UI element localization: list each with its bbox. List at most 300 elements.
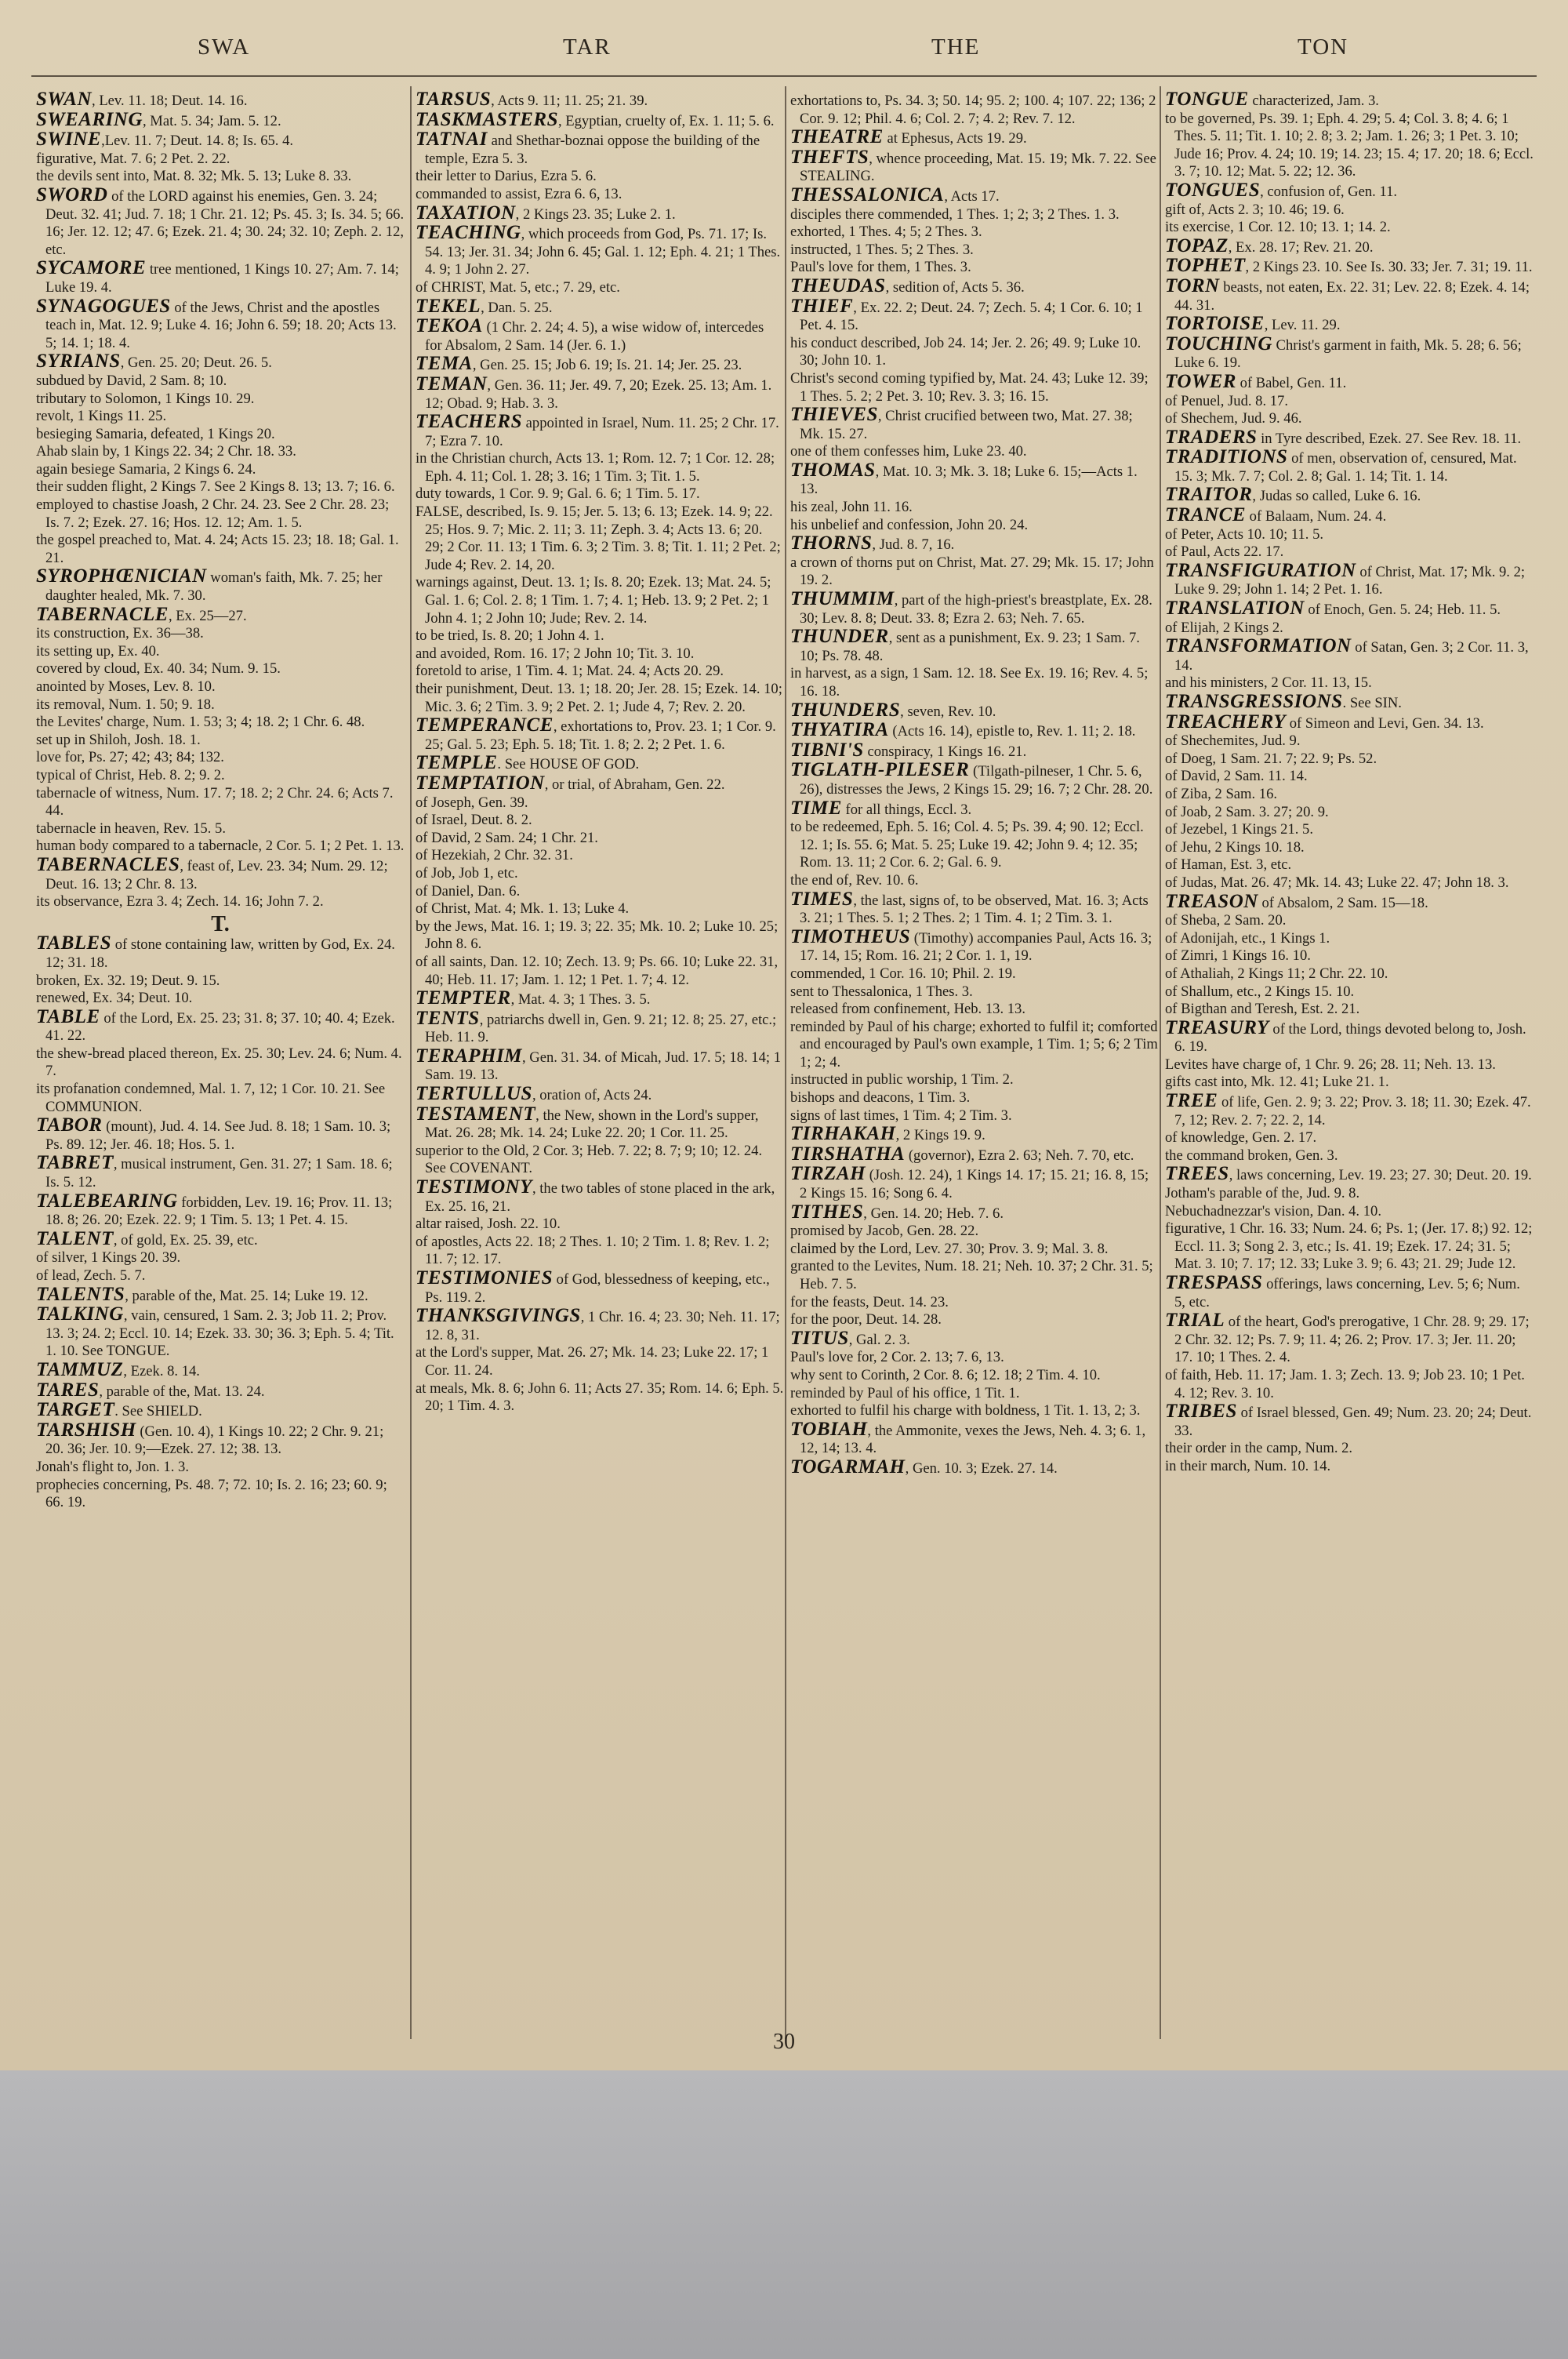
entry-headword: TIRHAKAH <box>790 1123 896 1145</box>
entry-subline: revolt, 1 Kings 11. 25. <box>36 408 167 425</box>
entry-subline: anointed by Moses, Lev. 8. 10. <box>36 678 216 695</box>
entry-subline: figurative, 1 Chr. 16. 33; Num. 24. 6; Ps. 1; (Jer. 17. 8;) 92. 12; Eccl. 11. 3; Song 2. 3, etc.; Is. 41. 19; Ezek. 17. 24; 31. 5; Mat. 3. 10; 7. 17; 12. 33; Luke 3. 9; 6. 43; 21. 29; Jude 12. <box>1165 1220 1533 1273</box>
index-entry <box>1165 711 1534 892</box>
entry-headword: TALEBEARING <box>36 1190 178 1212</box>
entry-headword: TREASON <box>1165 890 1258 912</box>
index-entry <box>416 1007 784 1047</box>
entry-text: , Lev. 11. 29. <box>1264 317 1341 334</box>
entry-subline: of Daniel, Dan. 6. <box>416 882 521 900</box>
entry-subline: of Joseph, Gen. 39. <box>416 794 528 811</box>
entry-subline: Jotham's parable of the, Jud. 9. 8. <box>1165 1185 1360 1202</box>
entry-text: , exhortations to, Prov. 23. 1; 1 Cor. 9. 25; Gal. 5. 23; Eph. 5. 18; Tit. 1. 8; 2. 2; 2 Pet. 1. 6. <box>425 718 776 753</box>
entry-headword: TREACHERY <box>1165 711 1287 732</box>
index-entry <box>36 353 405 567</box>
entry-text: beasts, not eaten, Ex. 22. 31; Lev. 22. 8; Ezek. 4. 14; 44. 31. <box>1174 278 1530 314</box>
running-heads <box>0 35 1568 66</box>
entry-subline: of CHRIST, Mat. 5, etc.; 7. 29, etc. <box>416 278 620 296</box>
index-entry <box>790 146 1159 186</box>
entry-headword: TEMAN <box>416 373 488 394</box>
entry-headword: THANKSGIVINGS <box>416 1305 581 1327</box>
entry-text: , Acts 17. <box>944 187 1000 205</box>
entry-text: , Gen. 25. 15; Job 6. 19; Is. 21. 14; Jer. 25. 23. <box>472 357 742 374</box>
entry-text: , Mat. 5. 34; Jam. 5. 12. <box>143 112 281 129</box>
entry-subline: its removal, Num. 1. 50; 9. 18. <box>36 696 215 713</box>
index-entry <box>416 987 784 1009</box>
entry-headword: THUNDER <box>790 626 889 648</box>
index-entry <box>790 184 1159 277</box>
index-entry <box>790 588 1159 627</box>
entry-text: (Timothy) accompanies Paul, Acts 16. 3; 17. 14, 15; Rom. 16. 21; 2 Cor. 1. 1, 19. <box>800 929 1152 965</box>
entry-text: , oration of, Acts 24. <box>532 1087 652 1104</box>
index-entry <box>790 1201 1159 1329</box>
entry-text: of Enoch, Gen. 5. 24; Heb. 11. 5. <box>1304 602 1501 619</box>
entry-headword: TERAPHIM <box>416 1045 522 1067</box>
entry-text: (mount), Jud. 4. 14. See Jud. 8. 18; 1 Sam. 10. 3; Ps. 89. 12; Jer. 46. 18; Hos. 5. 1. <box>45 1118 391 1153</box>
entry-subline: of Doeg, 1 Sam. 21. 7; 22. 9; Ps. 52. <box>1165 750 1377 767</box>
entry-headword: TRANSFIGURATION <box>1165 559 1356 581</box>
entry-headword: SYCAMORE <box>36 257 147 279</box>
entry-subline: instructed, 1 Thes. 5; 2 Thes. 3. <box>790 241 974 258</box>
entry-headword: TOUCHING <box>1165 333 1272 354</box>
index-entry <box>790 459 1159 534</box>
entry-text: of the Lord, Ex. 25. 23; 31. 8; 37. 10; 40. 4; Ezek. 41. 22. <box>45 1009 395 1045</box>
index-entry <box>36 257 405 296</box>
index-entry <box>790 535 1159 590</box>
entry-subline: its exercise, 1 Cor. 12. 10; 13. 1; 14. 2. <box>1165 219 1391 236</box>
entry-subline: commended, 1 Cor. 16. 10; Phil. 2. 19. <box>790 965 1016 982</box>
entry-headword: TABERNACLE <box>36 603 169 625</box>
index-entry <box>790 1125 1159 1145</box>
entry-text: , Gen. 10. 3; Ezek. 27. 14. <box>905 1459 1058 1477</box>
entry-text: for all things, Eccl. 3. <box>841 801 972 818</box>
entry-headword: TREE <box>1165 1090 1218 1112</box>
index-entry <box>416 315 784 354</box>
entry-subline: his conduct described, Job 24. 14; Jer. 2. 26; 49. 9; Luke 10. 30; John 10. 1. <box>790 334 1142 369</box>
entry-subline: of Joab, 2 Sam. 3. 27; 20. 9. <box>1165 803 1329 820</box>
entry-headword: TRAITOR <box>1165 484 1253 506</box>
entry-subline: the end of, Rev. 10. 6. <box>790 871 919 889</box>
entry-subline: of lead, Zech. 5. 7. <box>36 1267 146 1284</box>
entry-text: , Ex. 25—27. <box>168 607 247 624</box>
entry-subline: their punishment, Deut. 13. 1; 18. 20; Jer. 28. 15; Ezek. 14. 10; Mic. 3. 6; 2 Tim. 3. 9; 2 Pet. 2. 1; Jude 4, 7; Rev. 2. 20. <box>416 681 782 715</box>
entry-subline: Nebuchadnezzar's vision, Dan. 4. 10. <box>1165 1202 1381 1219</box>
entry-headword: TORN <box>1165 274 1220 296</box>
entry-subline: typical of Christ, Heb. 8. 2; 9. 2. <box>36 766 225 783</box>
entry-subline: their sudden flight, 2 Kings 7. See 2 Kings 8. 13; 13. 7; 16. 6. <box>36 478 395 496</box>
index-entry <box>36 295 405 353</box>
entry-headword: TARSUS <box>416 91 492 110</box>
entry-subline: reminded by Paul of his charge; exhorted to fulfil it; comforted and encouraged by Paul's own example, 1 Tim. 1; 5; 6; 2 Tim 1; 2; 4. <box>790 1018 1158 1070</box>
column-2 <box>416 91 784 2052</box>
entry-text: (Acts 16. 14), epistle to, Rev. 1. 11; 2. 18. <box>888 723 1136 740</box>
column-4 <box>1165 91 1534 2052</box>
entry-text: (1 Chr. 2. 24; 4. 5), a wise widow of, intercedes for Absalom, 2 Sam. 14 (Jer. 6. 1.) <box>425 319 764 354</box>
entry-headword: TAMMUZ <box>36 1358 124 1380</box>
entry-headword: SYNAGOGUES <box>36 295 171 317</box>
entry-subline: exhorted, 1 Thes. 4; 5; 2 Thes. 3. <box>790 224 982 241</box>
index-entry <box>790 1143 1159 1165</box>
entry-headword: TIRSHATHA <box>790 1143 906 1165</box>
entry-text: , Dan. 5. 25. <box>481 299 553 316</box>
entry-headword: THEATRE <box>790 126 884 148</box>
entry-headword: TRESPASS <box>1165 1272 1263 1293</box>
entry-subline: covered by cloud, Ex. 40. 34; Num. 9. 15. <box>36 660 281 678</box>
entry-text: , Jud. 8. 7, 16. <box>872 536 955 554</box>
entry-text: , musical instrument, Gen. 31. 27; 1 Sam. 18. 6; Is. 5. 12. <box>45 1156 393 1191</box>
index-entry <box>790 91 1159 128</box>
entry-headword: TEKOA <box>416 315 483 337</box>
entry-subline: of Shallum, etc., 2 Kings 15. 10. <box>1165 983 1355 1000</box>
entry-subline: by the Jews, Mat. 16. 1; 19. 3; 22. 35; Mk. 10. 2; Luke 10. 25; John 8. 6. <box>416 918 779 953</box>
entry-text: , the two tables of stone placed in the ark, Ex. 25. 16, 21. <box>425 1180 775 1215</box>
index-entry <box>1165 486 1534 506</box>
entry-headword: THYATIRA <box>790 719 889 741</box>
index-entry <box>1165 446 1534 485</box>
entry-subline: their order in the camp, Num. 2. <box>1165 1440 1353 1457</box>
entry-subline: of apostles, Acts 22. 18; 2 Thes. 1. 10; 2 Tim. 1. 8; Rev. 1. 2; 11. 7; 12. 17. <box>416 1233 770 1268</box>
index-entry <box>416 1307 784 1416</box>
entry-headword: TESTIMONIES <box>416 1267 553 1289</box>
entry-text: , Ex. 28. 17; Rev. 21. 20. <box>1228 238 1374 256</box>
entry-subline: Ahab slain by, 1 Kings 22. 34; 2 Chr. 18. 33. <box>36 443 296 460</box>
index-entry <box>790 126 1159 148</box>
entry-text: , Gen. 14. 20; Heb. 7. 6. <box>863 1205 1004 1222</box>
entry-subline: tabernacle in heaven, Rev. 15. 5. <box>36 820 226 837</box>
index-entry <box>36 131 405 186</box>
entry-subline: the shew-bread placed thereon, Ex. 25. 30; Lev. 24. 6; Num. 4. 7. <box>36 1045 402 1080</box>
entry-subline: of Hezekiah, 2 Chr. 32. 31. <box>416 847 573 864</box>
entry-headword: TALKING <box>36 1303 124 1325</box>
entry-subline: of Sheba, 2 Sam. 20. <box>1165 912 1287 929</box>
page-number: 30 <box>773 2030 795 2054</box>
index-entry <box>790 761 1159 798</box>
entry-headword: TAXATION <box>416 202 516 224</box>
index-entry <box>36 1303 405 1361</box>
entry-subline: love for, Ps. 27; 42; 43; 84; 132. <box>36 749 224 766</box>
entry-headword: TITUS <box>790 1327 849 1349</box>
entry-subline: sent to Thessalonica, 1 Thes. 3. <box>790 983 973 1000</box>
entry-subline: of knowledge, Gen. 2. 17. <box>1165 1129 1317 1147</box>
entry-text: . See SIN. <box>1342 695 1402 711</box>
index-entry <box>36 1154 405 1191</box>
entry-subline: the Levites' charge, Num. 1. 53; 3; 4; 18. 2; 1 Chr. 6. 48. <box>36 714 365 731</box>
entry-text: , vain, censured, 1 Sam. 2. 3; Job 11. 2; Prov. 13. 3; 24. 2; Eccl. 10. 14; Ezek. 33. 30; 36. 3; Eph. 5. 4; Tit. 1. 10. See TONGUE. <box>45 1307 394 1360</box>
entry-headword: TALENTS <box>36 1283 125 1305</box>
index-entry <box>1165 693 1534 713</box>
index-entry <box>36 1358 405 1381</box>
entry-text: , sedition of, Acts 5. 36. <box>885 278 1025 296</box>
entry-subline: signs of last times, 1 Tim. 4; 2 Tim. 3. <box>790 1107 1012 1124</box>
index-entry <box>36 184 405 259</box>
entry-subline: the devils sent into, Mat. 8. 32; Mk. 5. 13; Luke 8. 33. <box>36 168 352 185</box>
entry-subline: gift of, Acts 2. 3; 10. 46; 19. 6. <box>1165 201 1345 218</box>
column-1 <box>36 91 405 2052</box>
entry-text: of life, Gen. 2. 9; 3. 22; Prov. 3. 18; 11. 30; Ezek. 47. 7, 12; Rev. 2. 7; 22. 2, 14. <box>1174 1094 1531 1129</box>
entry-headword: THEFTS <box>790 146 869 168</box>
entry-subline: broken, Ex. 32. 19; Deut. 9. 15. <box>36 972 220 989</box>
entry-subline: FALSE, described, Is. 9. 15; Jer. 5. 13; 6. 13; Ezek. 14. 9; 22. 25; Hos. 9. 7; Mic. 2. 11; 3. 11; Zeph. 3. 4; Acts 13. 6; 20. 29; 2 Cor. 11. 13; 1 Tim. 6. 3; 2 Tim. 3. 8; Tit. 1. 11; 2 Pet. 2; Jude 4; Rev. 2. 14, 20. <box>416 503 781 573</box>
entry-subline: granted to the Levites, Num. 18. 21; Neh. 10. 37; 2 Chr. 31. 5; Heb. 7. 5. <box>790 1258 1153 1292</box>
entry-subline: of Ziba, 2 Sam. 16. <box>1165 785 1278 802</box>
index-entry <box>1165 1403 1534 1475</box>
index-entry <box>790 1418 1159 1458</box>
running-head-3: THE <box>931 35 981 60</box>
entry-headword: TABLE <box>36 1005 100 1027</box>
entry-subline: the gospel preached to, Mat. 4. 24; Acts 15. 23; 18. 18; Gal. 1. 21. <box>36 532 399 566</box>
entry-subline: of Penuel, Jud. 8. 17. <box>1165 392 1289 409</box>
entry-subline: claimed by the Lord, Lev. 27. 30; Prov. 3. 9; Mal. 3. 8. <box>790 1240 1109 1257</box>
entry-text: . See SHIELD. <box>114 1403 202 1420</box>
entry-subline: of silver, 1 Kings 20. 39. <box>36 1249 181 1267</box>
entry-text: , Lev. 11. 18; Deut. 14. 16. <box>92 93 248 109</box>
entry-text: , the last, signs of, to be observed, Mat. 16. 3; Acts 3. 21; 1 Thes. 5. 1; 2 Thes. 2; 1 Tim. 4. 1; 2 Tim. 3. 1. <box>800 892 1149 927</box>
entry-headword: TOPHET <box>1165 255 1246 277</box>
entry-text: (Josh. 12. 24), 1 Kings 14. 17; 15. 21; 16. 8, 15; 2 Kings 15. 16; Song 6. 4. <box>800 1167 1149 1202</box>
entry-text: , 2 Kings 23. 10. See Is. 30. 33; Jer. 7. 31; 19. 11. <box>1245 259 1533 276</box>
entry-subline: of David, 2 Sam. 24; 1 Chr. 21. <box>416 829 598 846</box>
entry-headword: TABERNACLES <box>36 853 180 875</box>
entry-headword: TARGET <box>36 1399 115 1421</box>
entry-text: of Absalom, 2 Sam. 15—18. <box>1258 894 1428 911</box>
index-entry <box>36 1190 405 1230</box>
entry-headword: TEKEL <box>416 295 481 317</box>
entry-subline: for the feasts, Deut. 14. 23. <box>790 1293 949 1310</box>
index-entry <box>1165 426 1534 449</box>
entry-headword: TARES <box>36 1379 100 1401</box>
entry-subline: Paul's love for them, 1 Thes. 3. <box>790 259 971 276</box>
entry-headword: SYRIANS <box>36 351 121 373</box>
entry-subline: of Adonijah, etc., 1 Kings 1. <box>1165 929 1330 947</box>
entry-headword: SWAN <box>36 91 93 110</box>
index-entry <box>1165 890 1534 1019</box>
entry-headword: TONGUE <box>1165 91 1249 110</box>
entry-text: of Simeon and Levi, Gen. 34. 13. <box>1286 714 1484 732</box>
entry-text: at Ephesus, Acts 19. 29. <box>883 130 1027 147</box>
entry-subline: of all saints, Dan. 12. 10; Zech. 13. 9; Ps. 66. 10; Luke 22. 31, 40; Heb. 11. 17; Jam. 1. 12; 1 Pet. 1. 7; 4. 12. <box>416 953 779 988</box>
index-entry <box>416 355 784 375</box>
entry-headword: TOWER <box>1165 370 1236 392</box>
entry-subline: one of them confesses him, Luke 23. 40. <box>790 443 1027 460</box>
entry-text: ,Lev. 11. 7; Deut. 14. 8; Is. 65. 4. <box>101 133 294 150</box>
index-entry <box>416 754 784 774</box>
entry-text: , which proceeds from God, Ps. 71. 17; Is. 54. 13; Jer. 31. 34; John 6. 45; Gal. 1. 12; Eph. 4. 21; 1 Thes. 4. 9; 1 John 2. 27. <box>425 226 781 278</box>
entry-subline: set up in Shiloh, Josh. 18. 1. <box>36 731 201 748</box>
index-entry <box>1165 635 1534 692</box>
entry-text: and Shethar-boznai oppose the building of the temple, Ezra 5. 3. <box>425 133 760 167</box>
entry-subline: commanded to assist, Ezra 6. 6, 13. <box>416 185 622 202</box>
entry-text: , Mat. 4. 3; 1 Thes. 3. 5. <box>510 991 651 1009</box>
index-entry <box>36 603 405 856</box>
entry-subline: of Shechemites, Jud. 9. <box>1165 732 1301 750</box>
entry-headword: TIRZAH <box>790 1163 866 1185</box>
entry-headword: TREASURY <box>1165 1016 1269 1038</box>
entry-headword: TONGUES <box>1165 179 1261 201</box>
entry-subline: of Haman, Est. 3, etc. <box>1165 856 1292 874</box>
entry-subline: superior to the Old, 2 Cor. 3; Heb. 7. 22; 8. 7; 9; 10; 12. 24. See COVENANT. <box>416 1142 763 1177</box>
entry-text: , Ex. 22. 2; Deut. 24. 7; Zech. 5. 4; 1 Cor. 6. 10; 1 Pet. 4. 15. <box>800 299 1143 334</box>
index-entry <box>36 932 405 1007</box>
index-entry <box>790 739 1159 761</box>
entry-headword: TITHES <box>790 1201 864 1223</box>
entry-subline: renewed, Ex. 34; Deut. 10. <box>36 990 193 1007</box>
index-entry <box>416 131 784 203</box>
entry-subline: his unbelief and confession, John 20. 24. <box>790 516 1029 533</box>
entry-text: of the heart, God's prerogative, 1 Chr. 28. 9; 29. 17; 2 Chr. 32. 12; Ps. 7. 9; 11. 4; 26. 2; Prov. 17. 3; Jer. 11. 20; 17. 10; 1 Thes. 2. 4. <box>1174 1314 1530 1366</box>
index-entry <box>36 565 405 605</box>
entry-text: , Gen. 25. 20; Deut. 26. 5. <box>120 354 272 372</box>
index-entry <box>790 719 1159 741</box>
entry-subline: of Zimri, 1 Kings 16. 10. <box>1165 947 1311 965</box>
entry-headword: SWEARING <box>36 108 143 130</box>
column-divider <box>1160 86 1161 2039</box>
entry-text: of men, observation of, censured, Mat. 15. 3; Mk. 7. 7; Col. 2. 8; Gal. 1. 14; Tit. 1. 14. <box>1174 450 1517 485</box>
entry-headword: THIEVES <box>790 404 878 426</box>
index-entry <box>1165 600 1534 637</box>
entry-subline: its observance, Ezra 3. 4; Zech. 14. 16; John 7. 2. <box>36 893 324 911</box>
entry-headword: SYROPHŒNICIAN <box>36 565 207 587</box>
entry-subline: released from confinement, Heb. 13. 13. <box>790 1001 1025 1018</box>
entry-text: (governor), Ezra 2. 63; Neh. 7. 70, etc. <box>905 1147 1134 1164</box>
entry-headword: TASKMASTERS <box>416 108 558 130</box>
entry-text: forbidden, Lev. 19. 16; Prov. 11. 13; 18. 8; 26. 20; Ezek. 22. 9; 1 Tim. 5. 13; 1 Pet. 4. 15. <box>45 1194 393 1229</box>
entry-headword: TRIAL <box>1165 1310 1225 1332</box>
entry-subline: of David, 2 Sam. 11. 14. <box>1165 768 1308 785</box>
entry-headword: TEACHING <box>416 222 521 244</box>
index-entry <box>1165 179 1534 237</box>
index-entry <box>790 628 1159 700</box>
entry-headword: TOBIAH <box>790 1418 868 1440</box>
entry-subline: exhorted to fulfil his charge with boldness, 1 Tit. 1. 13, 2; 3. <box>790 1402 1141 1419</box>
entry-text: tree mentioned, 1 Kings 10. 27; Am. 7. 14; Luke 19. 4. <box>45 261 399 296</box>
entry-subline: prophecies concerning, Ps. 48. 7; 72. 10; Is. 2. 16; 23; 60. 9; 66. 19. <box>36 1476 387 1511</box>
entry-subline: tributary to Solomon, 1 Kings 10. 29. <box>36 390 255 407</box>
index-entry <box>36 1379 405 1401</box>
index-entry <box>416 1267 784 1307</box>
running-head-2: TAR <box>563 35 612 60</box>
header-rule <box>31 75 1537 77</box>
entry-text: (Gen. 10. 4), 1 Kings 10. 22; 2 Chr. 9. 21; 20. 36; Jer. 10. 9;—Ezek. 27. 12; 38. 13. <box>45 1423 384 1458</box>
entry-text: woman's faith, Mk. 7. 25; her daughter healed, Mk. 7. 30. <box>45 569 383 605</box>
entry-headword: TRANSLATION <box>1165 598 1305 620</box>
entry-text: , sent as a punishment, Ex. 9. 23; 1 Sam. 7. 10; Ps. 78. 48. <box>800 630 1140 664</box>
entry-text: , Ezek. 8. 14. <box>123 1362 200 1379</box>
entry-subline: gifts cast into, Mk. 12. 41; Luke 21. 1. <box>1165 1074 1389 1091</box>
index-entry <box>790 1327 1159 1420</box>
index-entry <box>1165 1312 1534 1402</box>
entry-headword: SWORD <box>36 184 108 205</box>
entry-subline: employed to chastise Joash, 2 Chr. 24. 23. See 2 Chr. 28. 23; Is. 7. 2; Ezek. 27. 16; Hos. 12. 12; Am. 1. 5. <box>36 496 390 531</box>
index-entry <box>36 1283 405 1306</box>
index-entry <box>790 1165 1159 1202</box>
index-entry <box>1165 1092 1534 1165</box>
index-entry <box>416 413 784 716</box>
entry-subline: of Christ, Mat. 4; Mk. 1. 13; Luke 4. <box>416 900 630 918</box>
entry-text: , feast of, Lev. 23. 34; Num. 29. 12; Deut. 16. 13; 2 Chr. 8. 13. <box>45 857 388 892</box>
entry-headword: TREES <box>1165 1163 1229 1185</box>
index-entry <box>36 1005 405 1117</box>
entry-headword: TEACHERS <box>416 411 522 433</box>
index-entry <box>790 406 1159 461</box>
entry-text: , the Ammonite, vexes the Jews, Neh. 4. 3; 6. 1, 12, 14; 13. 4. <box>800 1422 1146 1457</box>
entry-headword: TABLES <box>36 932 112 954</box>
entry-text: , seven, Rev. 10. <box>900 703 996 720</box>
entry-headword: TEMPERANCE <box>416 714 554 736</box>
entry-headword: TATNAI <box>416 129 488 151</box>
entry-headword: TESTAMENT <box>416 1103 536 1125</box>
entry-headword: TEMA <box>416 353 473 375</box>
entry-text: , Christ crucified between two, Mat. 27. 38; Mk. 15. 27. <box>800 408 1133 442</box>
index-entry <box>790 1456 1159 1478</box>
entry-subline: Paul's love for, 2 Cor. 2. 13; 7. 6, 13. <box>790 1349 1004 1366</box>
entry-subline: in harvest, as a sign, 1 Sam. 12. 18. See Ex. 19. 16; Rev. 4. 5; 16. 18. <box>790 665 1149 700</box>
scan-background <box>0 2070 1568 2359</box>
entry-subline: Christ's second coming typified by, Mat. 24. 43; Luke 12. 39; 1 Thes. 5. 2; 2 Pet. 3. 10; Rev. 3. 3; 16. 15. <box>790 369 1149 405</box>
entry-subline: foretold to arise, 1 Tim. 4. 1; Mat. 24. 4; Acts 20. 29. <box>416 663 724 680</box>
entry-text: exhortations to, Ps. 34. 3; 50. 14; 95. 2; 100. 4; 107. 22; 136; 2 Cor. 9. 12; Phil. 4. 6; Col. 2. 7; 4. 2; Rev. 7. 12. <box>790 93 1156 127</box>
entry-text: Christ's garment in faith, Mk. 5. 28; 6. 56; Luke 6. 19. <box>1174 336 1522 372</box>
entry-text: , or trial, of Abraham, Gen. 22. <box>544 776 725 793</box>
index-entry <box>416 373 784 413</box>
entry-text: , 2 Kings 23. 35; Luke 2. 1. <box>515 205 676 223</box>
entry-subline: at the Lord's supper, Mat. 26. 27; Mk. 14. 23; Luke 22. 17; 1 Cor. 11. 24. <box>416 1344 769 1379</box>
index-entry <box>416 714 784 754</box>
entry-subline: disciples there commended, 1 Thes. 1; 2; 3; 2 Thes. 1. 3. <box>790 205 1120 223</box>
index-entry <box>416 1085 784 1105</box>
entry-text: , Acts 9. 11; 11. 25; 21. 39. <box>491 93 648 109</box>
entry-subline: to be governed, Ps. 39. 1; Eph. 4. 29; 5. 4; Col. 3. 8; 4. 6; 1 Thes. 5. 11; Tit. 1. 10; 2. 8; 3. 2; Jam. 1. 26; 3; 1 Pet. 3. 10; Jude 16; Prov. 4. 24; 10. 19; 14. 23; 15. 4; 17. 20; 18. 6; Eccl. 3. 7; 10. 12; Mat. 5. 22; 12. 36. <box>1165 110 1534 180</box>
entry-text: , Gen. 31. 34. of Micah, Jud. 17. 5; 18. 14; 1 Sam. 19. 13. <box>425 1049 781 1084</box>
index-entry <box>1165 370 1534 428</box>
entry-subline: and avoided, Rom. 16. 17; 2 John 10; Tit. 3. 10. <box>416 645 695 662</box>
entry-text: , Judas so called, Luke 6. 16. <box>1252 488 1421 505</box>
entry-headword: THORNS <box>790 533 873 554</box>
entry-text: of Christ, Mat. 17; Mk. 9. 2; Luke 9. 29; John 1. 14; 2 Pet. 1. 16. <box>1174 563 1526 598</box>
running-head-1: SWA <box>198 35 251 60</box>
entry-text: , of gold, Ex. 25. 39, etc. <box>113 1231 258 1249</box>
index-entry <box>790 888 1159 928</box>
entry-subline: their letter to Darius, Ezra 5. 6. <box>416 168 597 185</box>
index-entry <box>36 91 405 111</box>
entry-subline: of Paul, Acts 22. 17. <box>1165 543 1284 561</box>
entry-headword: TEMPLE <box>416 752 498 774</box>
entry-headword: TALENT <box>36 1227 114 1249</box>
running-head-4: TON <box>1298 35 1349 60</box>
entry-headword: THESSALONICA <box>790 184 945 205</box>
column-3 <box>790 91 1159 2052</box>
entry-headword: THUNDERS <box>790 699 901 721</box>
index-entry <box>416 91 784 111</box>
entry-text: of Balaam, Num. 24. 4. <box>1246 508 1387 525</box>
entry-text: of Babel, Gen. 11. <box>1236 374 1347 391</box>
index-entry <box>1165 274 1534 314</box>
entry-subline: Jonah's flight to, Jon. 1. 3. <box>36 1458 189 1475</box>
entry-subline: again besiege Samaria, 2 Kings 6. 24. <box>36 460 256 478</box>
entry-subline: his zeal, John 11. 16. <box>790 499 913 516</box>
index-entry <box>1165 315 1534 335</box>
entry-text: , confusion of, Gen. 11. <box>1260 183 1398 200</box>
entry-headword: TIBNI'S <box>790 739 864 761</box>
index-entry <box>36 1114 405 1154</box>
entry-subline: of Bigthan and Teresh, Est. 2. 21. <box>1165 1001 1360 1018</box>
entry-subline: in their march, Num. 10. 14. <box>1165 1457 1331 1474</box>
entry-headword: TRADITIONS <box>1165 446 1288 468</box>
entry-subline: promised by Jacob, Gen. 28. 22. <box>790 1223 979 1240</box>
index-entry <box>36 1401 405 1421</box>
entry-subline: of Jezebel, 1 Kings 21. 5. <box>1165 821 1313 838</box>
entry-subline: of faith, Heb. 11. 17; Jam. 1. 3; Zech. 13. 9; Job 23. 10; 1 Pet. 4. 12; Rev. 3. 10. <box>1165 1366 1525 1401</box>
entry-text: , 1 Chr. 16. 4; 23. 30; Neh. 11. 17; 12. 8, 31. <box>425 1309 780 1343</box>
entry-headword: TOPAZ <box>1165 234 1229 256</box>
